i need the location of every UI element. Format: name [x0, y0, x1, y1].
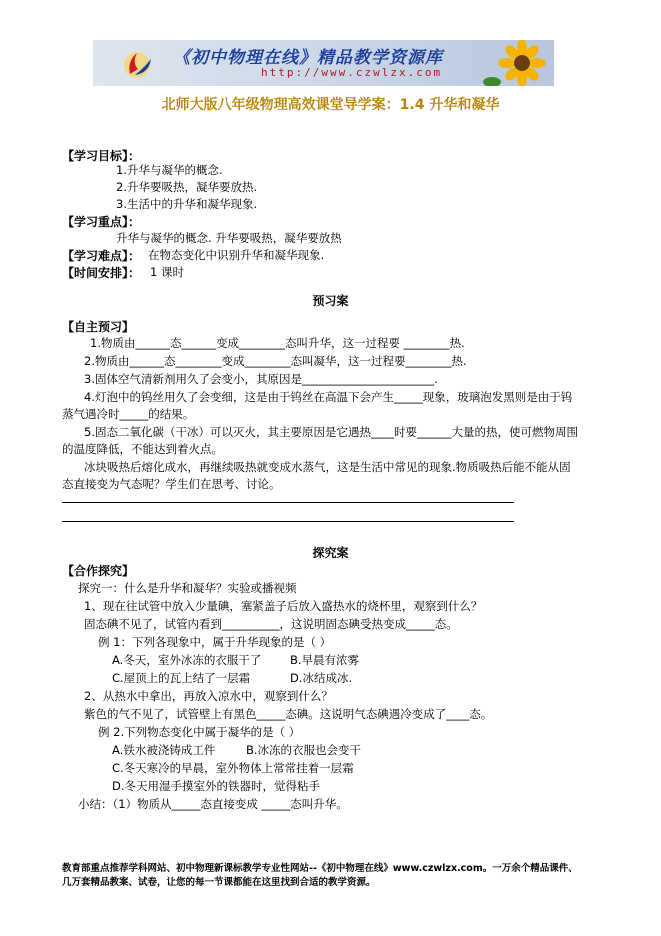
example-2-option-c: C.冬天寒冷的早晨，室外物体上常常挂着一层霜: [112, 761, 354, 775]
explore-line: 2、从热水中拿出，再放入凉水中，观察到什么？: [84, 689, 333, 703]
example-1-question: 例 1：下列各现象中，属于升华现象的是（ ）: [98, 635, 332, 649]
objective-item: 1.升华与凝华的概念.: [116, 163, 223, 177]
footer-line-2: 几万套精品教案、试卷，让您的每一节课都能在这里找到合适的教学资源。: [62, 877, 376, 888]
explore-heading: 【合作探究】: [62, 564, 135, 578]
preview-paragraph-cont: 态直接变为气态呢？学生们在思考、讨论。: [62, 477, 281, 491]
explore-section-title: 探究案: [312, 546, 349, 560]
schedule-text: 1 课时: [150, 265, 184, 279]
explore-line: 1、现在往试管中放入少量碘，塞紧盖子后放入盛热水的烧杯里，观察到什么？: [84, 599, 483, 613]
keypoints-heading: 【学习重点】：: [62, 215, 141, 229]
difficulty-heading: 【学习难点】：: [62, 249, 141, 263]
objectives-heading: 【学习目标】：: [62, 149, 141, 163]
header-banner: [93, 40, 554, 86]
example-2-question: 例 2.下列物态变化中属于凝华的是（ ）: [98, 725, 301, 739]
difficulty-text: 在物态变化中识别升华和凝华现象.: [148, 248, 325, 262]
preview-paragraph: 冰块吸热后熔化成水，再继续吸热就变成水蒸气，这是生活中常见的现象.物质吸热后能不能从固: [84, 460, 571, 474]
example-2-option-d: D.冬天用湿手摸室外的铁器时，觉得粘手: [112, 779, 321, 793]
explore-line: 固态碘不见了，试管内看到__________，这说明固态碘受热变成_____态。: [84, 617, 458, 631]
example-2-option-b: B.冰冻的衣服也会变干: [246, 743, 362, 757]
example-2-option-a: A.铁水被浇铸成工件: [112, 743, 216, 757]
preview-question-5-cont: 的温度降低，不能达到着火点。: [62, 442, 223, 456]
objective-item: 3.生活中的升华和凝华现象.: [116, 197, 258, 211]
preview-question-3: 3.固体空气清新剂用久了会变小，其原因是_______________________.: [84, 372, 438, 386]
example-1-option-a: A.冬天，室外冰冻的衣服干了: [112, 653, 262, 667]
example-1-option-c: C.屋顶上的瓦上结了一层霜: [112, 671, 251, 685]
sunflower-icon: [482, 40, 552, 86]
site-logo-icon: [121, 47, 155, 81]
banner-url: http://www.czwlzx.com: [261, 66, 443, 79]
preview-question-2: 2.物质由______态________变成________态叫凝华，这一过程要________热.: [84, 354, 467, 368]
preview-heading: 【自主预习】: [62, 320, 135, 334]
explore-line: 紫色的气不见了，试管壁上有黑色_____态碘。这说明气态碘遇冷变成了____态。: [84, 707, 493, 721]
preview-section-title: 预习案: [312, 294, 349, 308]
page-title: 北师大版八年级物理高效课堂导学案：1.4 升华和凝华: [161, 97, 500, 113]
footer-line-1: 教育部重点推荐学科网站、初中物理新课标教学专业性网站--《初中物理在线》www.czwlzx.com。一万余个精品课件、: [62, 863, 578, 874]
banner-brand: 《初中物理在线》精品教学资源库: [173, 48, 443, 68]
schedule-heading: 【时间安排】：: [62, 266, 141, 280]
keypoints-text: 升华与凝华的概念. 升华要吸热，凝华要放热: [116, 231, 342, 245]
preview-question-5: 5.固态二氧化碳（干冰）可以灭火，其主要原因是它遇热____时要______大量的热，使可燃物周围: [84, 425, 578, 439]
answer-line: [62, 521, 514, 522]
objective-item: 2.升华要吸热，凝华要放热.: [116, 180, 258, 194]
explore-line: 探究一：什么是升华和凝华？实验或播视频: [78, 581, 297, 595]
preview-question-4: 4.灯泡中的钨丝用久了会变细，这是由于钨丝在高温下会产生_____现象，玻璃泡发黑则是由于钨: [84, 390, 573, 404]
summary-line: 小结：（1）物质从_____态直接变成 _____态叫升华。: [78, 797, 348, 811]
answer-line: [62, 502, 514, 503]
preview-question-1: 1.物质由______态______变成________态叫升华，这一过程要 ________热.: [90, 336, 465, 350]
preview-question-4-cont: 蒸气遇冷时_____的结果。: [62, 407, 195, 421]
example-1-option-b: B.早晨有浓雾: [290, 653, 360, 667]
example-1-option-d: D.冰结成冰.: [290, 671, 353, 685]
